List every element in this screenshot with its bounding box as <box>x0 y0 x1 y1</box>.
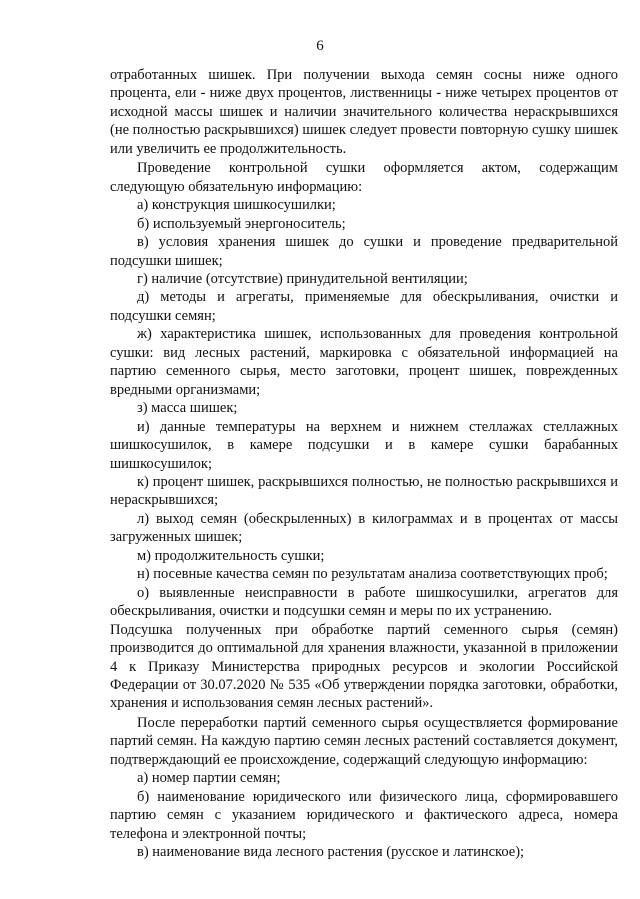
paragraph: отработанных шишек. При получении выхода семян сосны ниже одного процента, ели - ниже двух процентов, лиственницы - ниже четырех процентов от исходной массы шишек и наличии значительного количества нераскрывшихся (не полностью раскрывшихся) шишек следует провести повторную сушку шишек или увеличить ее продолжительность. <box>110 67 618 157</box>
list-item: к) процент шишек, раскрывшихся полностью, не полностью раскрывшихся и нераскрывшихся; <box>110 473 618 509</box>
list-item: ж) характеристика шишек, использованных для проведения контрольной сушки: вид лесных растений, маркировка с обязательной информацией на партию семенного сырья, место заготовки, процент шишек, поврежденных вредными организмами; <box>110 326 618 398</box>
list-item: г) наличие (отсутствие) принудительной вентиляции; <box>137 270 468 287</box>
list-item: и) данные температуры на верхнем и нижнем стеллажах стеллажных шишкосушилок, в камере подсушки и в камере сушки барабанных шишкосушилок; <box>110 418 618 472</box>
list-item: л) выход семян (обескрыленных) в килограммах и в процентах от массы загруженных шишек; <box>110 510 618 546</box>
list-item: а) конструкция шишкосушилки; <box>137 197 336 214</box>
document-body <box>110 66 618 861</box>
paragraph: После переработки партий семенного сырья осуществляется формирование партий семян. На каждую партию семян лесных растений составляется документ, подтверждающий ее происхождение, содержащий следующую информацию: <box>110 714 618 768</box>
list-item: в) условия хранения шишек до сушки и проведение предварительной подсушки шишек; <box>110 234 618 269</box>
page-number: 6 <box>316 38 324 54</box>
list-item: д) методы и агрегаты, применяемые для обескрыливания, очистки и подсушки семян; <box>110 289 618 324</box>
paragraph: Подсушка полученных при обработке партий семенного сырья (семян) производится до оптимальной для хранения влажности, указанной в приложении 4 к Приказу Министерства природных ресурсов и экологии Российской Федерации от 30.07.2020 № 535 «Об утверждении порядка заготовки, обработки, хранения и использования семян лесных растений». <box>110 621 618 712</box>
list-item: о) выявленные неисправности в работе шишкосушилки, агрегатов для обескрыливания, очистки и подсушки семян и меры по их устранению. <box>110 584 618 620</box>
paragraph: Проведение контрольной сушки оформляется актом, содержащим следующую обязательную информацию: <box>110 160 618 195</box>
list-item: б) наименование юридического или физического лица, сформировавшего партию семян с указанием юридического и фактического адреса, номера телефона и электронной почты; <box>110 788 618 842</box>
list-item: з) масса шишек; <box>137 400 238 417</box>
list-item: а) номер партии семян; <box>137 770 281 787</box>
list-item: н) посевные качества семян по результатам анализа соответствующих проб; <box>137 566 608 583</box>
list-item: в) наименование вида лесного растения (русское и латинское); <box>137 844 525 861</box>
list-item: м) продолжительность сушки; <box>137 547 325 564</box>
list-item: б) используемый энергоноситель; <box>137 215 346 232</box>
